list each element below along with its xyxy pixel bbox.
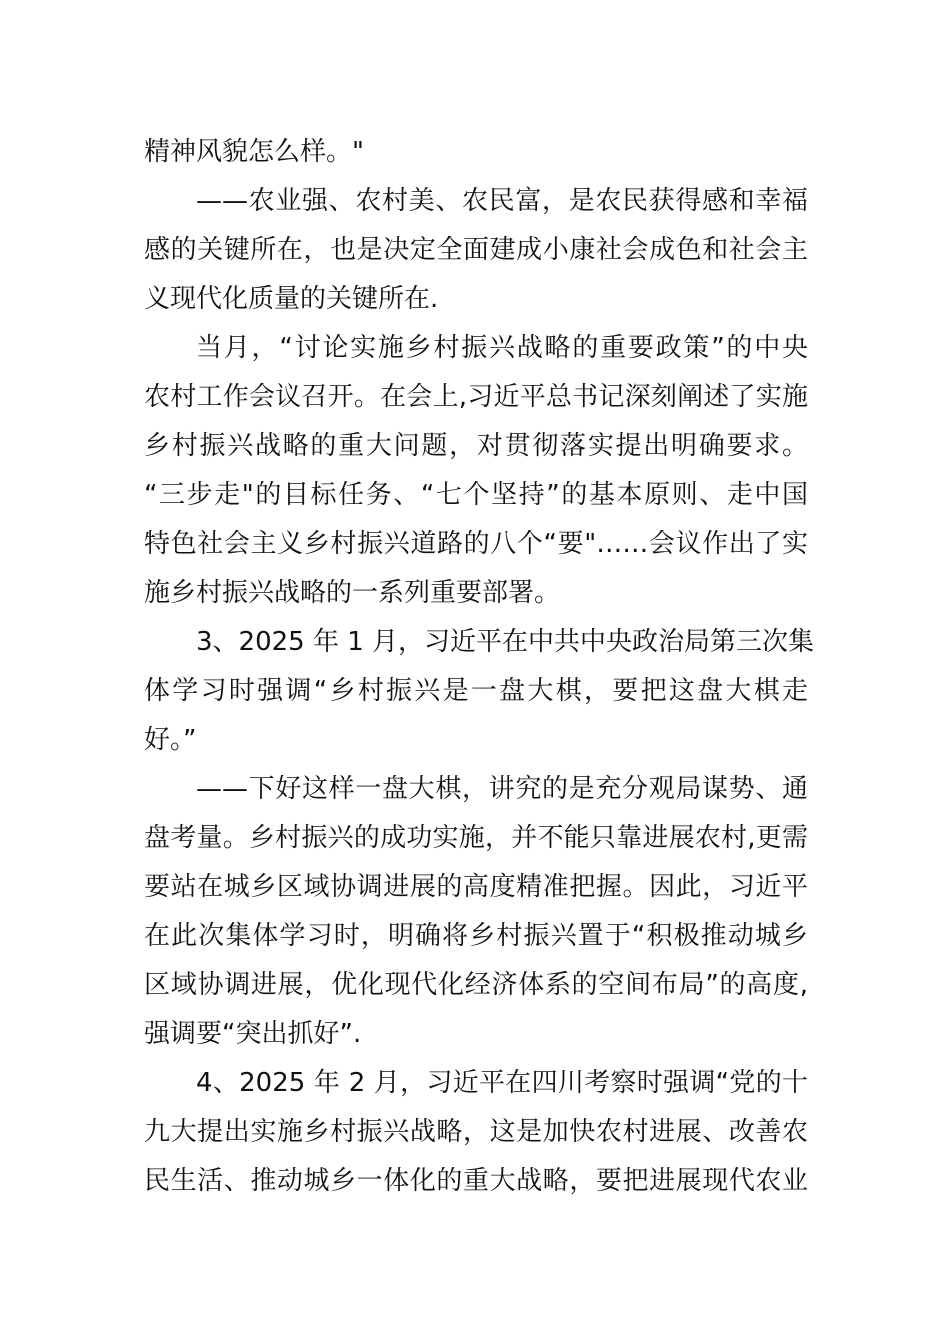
paragraph-5 bbox=[144, 765, 808, 1059]
paragraph-2 bbox=[144, 177, 808, 324]
text-line: “三步走"的目标任务、“七个坚持”的基本原则、走中国 bbox=[144, 480, 808, 510]
text-line: 要站在城乡区域协调进展的高度精准把握。因此，习近平 bbox=[144, 872, 808, 902]
text-line: 九大提出实施乡村振兴战略，这是加快农村进展、改善农 bbox=[144, 1117, 808, 1147]
paragraph-1 bbox=[144, 128, 808, 177]
text-line: 盘考量。乡村振兴的成功实施，并不能只靠进展农村,更需 bbox=[144, 823, 808, 853]
text-line: 体学习时强调“乡村振兴是一盘大棋，要把这盘大棋走 bbox=[144, 676, 808, 706]
text-line: 精神风貌怎么样。" bbox=[144, 137, 364, 167]
text-line: 乡村振兴战略的重大问题，对贯彻落实提出明确要求。 bbox=[144, 431, 808, 461]
text-line: 当月，“讨论实施乡村振兴战略的重要政策”的中央 bbox=[196, 333, 808, 363]
text-line: 特色社会主义乡村振兴道路的八个“要"……会议作出了实 bbox=[144, 529, 808, 559]
text-line: 民生活、推动城乡一体化的重大战略，要把进展现代农业 bbox=[144, 1166, 808, 1196]
text-line: 施乡村振兴战略的一系列重要部署。 bbox=[144, 578, 561, 608]
paragraph-3 bbox=[144, 324, 808, 618]
document-body bbox=[144, 128, 815, 1206]
text-line: 3、2025 年 1 月，习近平在中共中央政治局第三次集 bbox=[196, 627, 815, 657]
text-line: ——下好这样一盘大棋，讲究的是充分观局谋势、通 bbox=[196, 774, 808, 804]
text-line: 区域协调进展，优化现代化经济体系的空间布局”的高度, bbox=[144, 970, 808, 1000]
text-line: 感的关键所在，也是决定全面建成小康社会成色和社会主 bbox=[144, 235, 808, 265]
paragraph-6 bbox=[144, 1059, 808, 1206]
text-line: 在此次集体学习时，明确将乡村振兴置于“积极推动城乡 bbox=[144, 921, 808, 951]
text-line: 强调要“突出抓好”. bbox=[144, 1019, 362, 1049]
text-line: 义现代化质量的关键所在. bbox=[144, 284, 439, 314]
text-line: ——农业强、农村美、农民富，是农民获得感和幸福 bbox=[196, 186, 808, 216]
text-line: 农村工作会议召开。在会上,习近平总书记深刻阐述了实施 bbox=[144, 382, 808, 412]
text-line: 好。” bbox=[144, 725, 197, 755]
text-line: 4、2025 年 2 月，习近平在四川考察时强调“党的十 bbox=[196, 1068, 808, 1098]
paragraph-4 bbox=[144, 618, 815, 765]
